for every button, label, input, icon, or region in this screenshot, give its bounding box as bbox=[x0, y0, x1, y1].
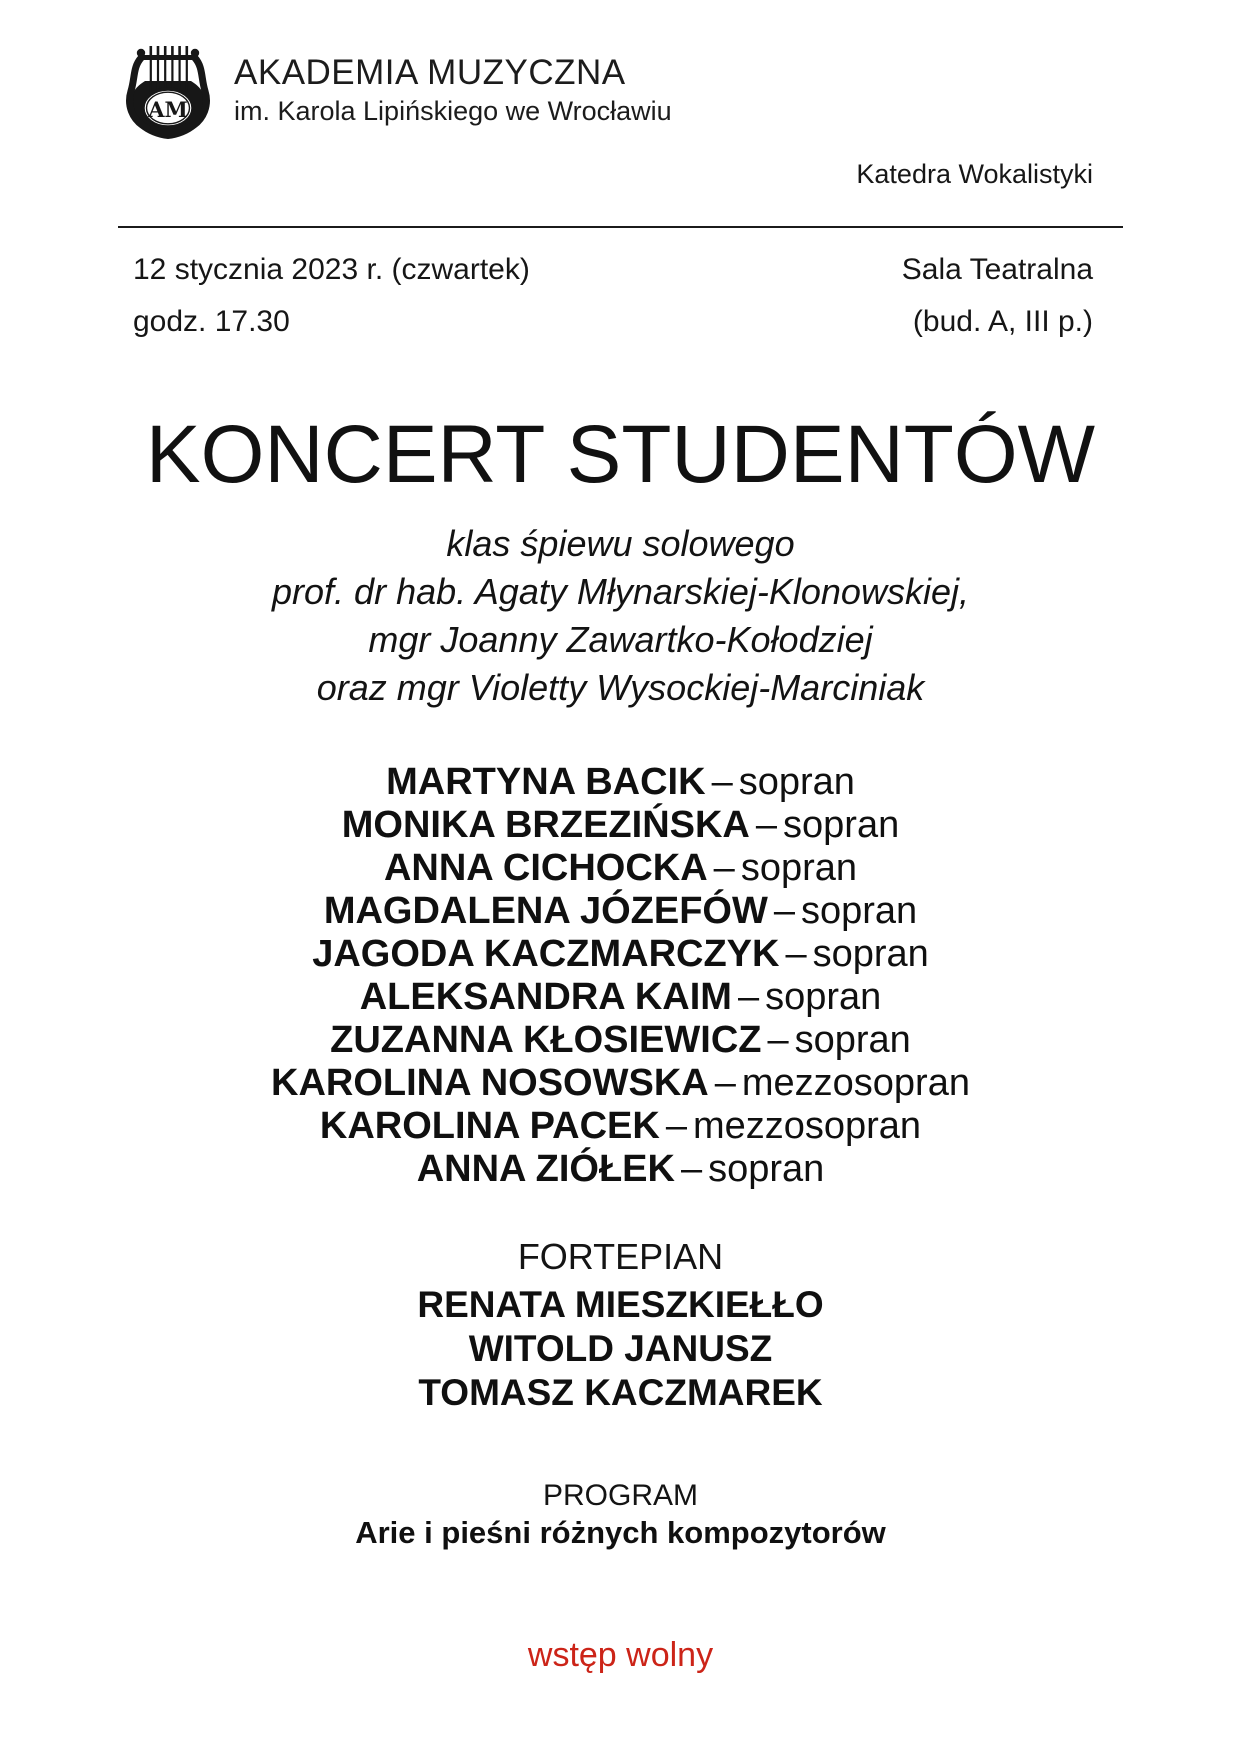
org-subtitle: im. Karola Lipińskiego we Wrocławiu bbox=[234, 95, 672, 126]
pianist-name: TOMASZ KACZMAREK bbox=[418, 1372, 823, 1414]
dash-separator: – bbox=[785, 933, 807, 976]
subtitle-line: oraz mgr Violetty Wysockiej-Marciniak bbox=[316, 667, 925, 709]
performer-row bbox=[0, 1148, 1241, 1191]
performer-name: MAGDALENA JÓZEFÓW bbox=[323, 890, 768, 933]
event-date: 12 stycznia 2023 r. (czwartek) bbox=[133, 253, 530, 286]
performer-name: JAGODA KACZMARCZYK bbox=[312, 933, 780, 976]
subtitle-line: mgr Joanny Zawartko-Kołodziej bbox=[368, 619, 873, 661]
performer-name: ZUZANNA KŁOSIEWICZ bbox=[330, 1019, 762, 1062]
logo-monogram: AM bbox=[148, 97, 188, 122]
performer-row bbox=[0, 1105, 1241, 1148]
performer-row bbox=[0, 847, 1241, 890]
performer-voice: mezzosopran bbox=[692, 1105, 922, 1148]
program-label: PROGRAM bbox=[542, 1479, 698, 1513]
dash-separator: – bbox=[737, 976, 760, 1019]
subtitle-line: klas śpiewu solowego bbox=[446, 523, 795, 565]
event-info-row bbox=[133, 244, 1093, 348]
subtitle-block bbox=[0, 520, 1241, 712]
performer-name: KAROLINA PACEK bbox=[319, 1105, 660, 1148]
performer-row bbox=[0, 933, 1241, 976]
performer-row bbox=[0, 1062, 1241, 1105]
department-label: Katedra Wokalistyki bbox=[856, 159, 1093, 189]
pianist-name: WITOLD JANUSZ bbox=[468, 1328, 773, 1370]
performer-voice: sopran bbox=[765, 976, 882, 1019]
performer-row bbox=[0, 804, 1241, 847]
performer-voice: sopran bbox=[740, 847, 858, 890]
dash-separator: – bbox=[665, 1105, 687, 1148]
performer-row bbox=[0, 761, 1241, 804]
event-title: KONCERT STUDENTÓW bbox=[145, 409, 1096, 500]
header-divider bbox=[118, 226, 1123, 228]
performers-list bbox=[0, 761, 1241, 1191]
org-text-block bbox=[234, 53, 672, 126]
performer-name: MARTYNA BACIK bbox=[386, 761, 706, 804]
dash-separator: – bbox=[711, 761, 733, 804]
performer-voice: sopran bbox=[794, 1019, 911, 1062]
dash-separator: – bbox=[755, 804, 778, 847]
performer-voice: sopran bbox=[783, 804, 900, 847]
pianists-list bbox=[0, 1283, 1241, 1415]
performer-name: MONIKA BRZEZIŃSKA bbox=[341, 804, 750, 847]
admission-note: wstęp wolny bbox=[527, 1636, 714, 1675]
performer-voice: sopran bbox=[800, 890, 918, 933]
program-description: Arie i pieśni różnych kompozytorów bbox=[355, 1515, 886, 1551]
performer-voice: sopran bbox=[812, 933, 929, 976]
performer-voice: mezzosopran bbox=[741, 1062, 970, 1105]
performer-voice: sopran bbox=[738, 761, 855, 804]
performer-row bbox=[0, 890, 1241, 933]
subtitle-line: prof. dr hab. Agaty Młynarskiej-Klonowskiej, bbox=[272, 571, 969, 613]
lyre-logo-icon bbox=[118, 40, 218, 140]
dash-separator: – bbox=[773, 890, 795, 933]
venue-name: Sala Teatralna bbox=[901, 253, 1093, 286]
performer-name: ANNA CICHOCKA bbox=[383, 847, 708, 890]
pianist-name: RENATA MIESZKIEŁŁO bbox=[417, 1284, 824, 1326]
venue-detail: (bud. A, III p.) bbox=[912, 305, 1093, 338]
academy-logo-block bbox=[118, 40, 1241, 140]
performer-name: KAROLINA NOSOWSKA bbox=[271, 1062, 709, 1105]
dash-separator: – bbox=[680, 1148, 703, 1191]
event-time: godz. 17.30 bbox=[133, 305, 290, 338]
event-datetime-block bbox=[133, 244, 530, 348]
dash-separator: – bbox=[714, 1062, 736, 1105]
dash-separator: – bbox=[713, 847, 735, 890]
performer-row bbox=[0, 976, 1241, 1019]
performer-voice: sopran bbox=[708, 1148, 825, 1191]
performer-row bbox=[0, 1019, 1241, 1062]
org-name: AKADEMIA MUZYCZNA bbox=[234, 53, 626, 93]
piano-section-label: FORTEPIAN bbox=[517, 1236, 724, 1278]
performer-name: ALEKSANDRA KAIM bbox=[359, 976, 732, 1019]
event-venue-block bbox=[902, 244, 1093, 348]
dash-separator: – bbox=[767, 1019, 789, 1062]
performer-name: ANNA ZIÓŁEK bbox=[416, 1148, 675, 1191]
